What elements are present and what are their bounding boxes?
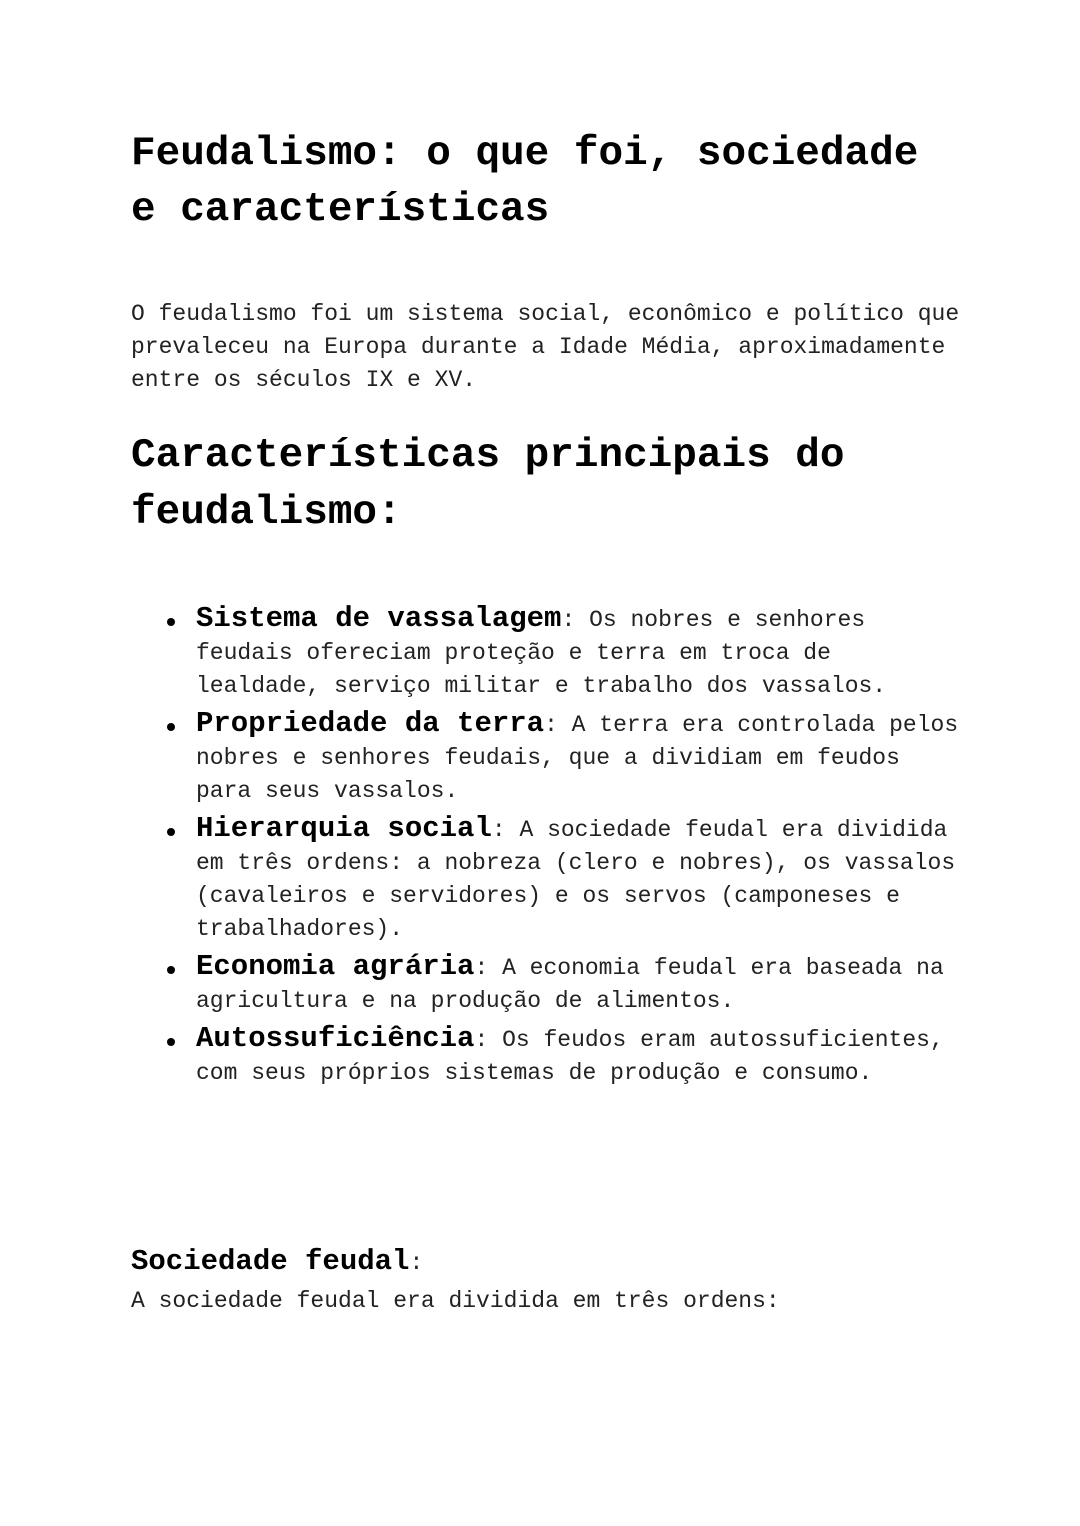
list-item-text: A economia feudal era baseada na agricultura e na produção de alimentos. — [196, 955, 944, 1014]
society-paragraph: A sociedade feudal era dividida em três ordens: — [131, 1288, 780, 1314]
section-heading: Características principais do feudalismo: — [131, 433, 845, 536]
list-item-separator: : — [474, 955, 489, 981]
society-heading-colon: : — [409, 1250, 424, 1276]
list-item-term: Propriedade da terra — [196, 707, 545, 740]
bullet-icon — [167, 618, 175, 626]
bullet-icon — [167, 966, 175, 974]
list-item-term: Hierarquia social — [196, 812, 492, 845]
list-item-term: Sistema de vassalagem — [196, 602, 562, 635]
list-item — [131, 707, 961, 808]
list-item — [131, 812, 961, 946]
society-heading — [131, 1243, 423, 1282]
list-item-separator: : — [544, 712, 558, 738]
list-item-separator: : — [474, 1027, 489, 1053]
bullet-icon — [167, 828, 175, 836]
list-item-text: Os nobres e senhores feudais ofereciam proteção e terra em troca de lealdade, serviço militar e trabalho dos vassalos. — [196, 607, 887, 699]
features-list — [131, 602, 961, 1090]
intro-paragraph: O feudalismo foi um sistema social, econômico e político que prevaleceu na Europa durante a Idade Média, aproximadamente entre os séculos IX e XV. — [131, 301, 960, 393]
society-heading-label: Sociedade feudal — [131, 1245, 410, 1278]
list-item-term: Autossuficiência — [196, 1022, 475, 1055]
list-item-text: Os feudos eram autossuficientes, com seus próprios sistemas de produção e consumo. — [196, 1027, 944, 1086]
list-item — [131, 1022, 961, 1090]
list-item-separator: : — [491, 817, 506, 843]
bullet-icon — [167, 1038, 175, 1046]
list-item-text: A sociedade feudal era dividida em três ordens: a nobreza (clero e nobres), os vassalos (cavaleiros e servidores) e os servos (camponeses e trabalhadores). — [196, 817, 956, 942]
bullet-icon — [167, 723, 175, 731]
page-title: Feudalismo: o que foi, sociedade e características — [131, 131, 919, 233]
list-item-text: A terra era controlada pelos nobres e senhores feudais, que a dividiam em feudos para seus vassalos. — [196, 712, 959, 804]
list-item-separator: : — [561, 607, 576, 633]
list-item-term: Economia agrária — [196, 950, 475, 983]
list-item — [131, 602, 961, 703]
list-item — [131, 950, 961, 1018]
